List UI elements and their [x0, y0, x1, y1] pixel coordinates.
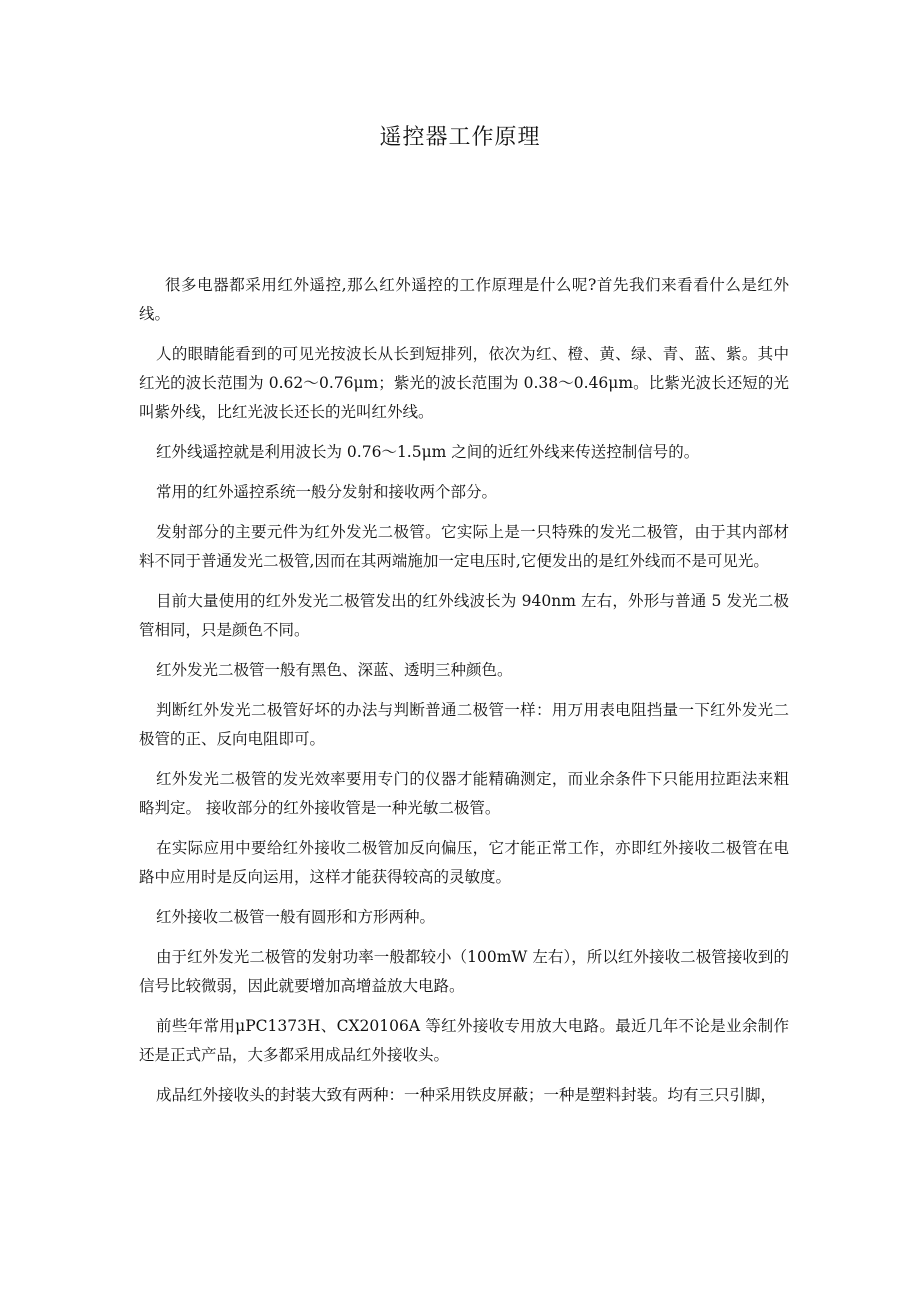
paragraph-led-test: 判断红外发光二极管好坏的办法与判断普通二极管一样：用万用表电阻挡量一下红外发光二极管的正、反向电阻即可。	[139, 701, 789, 748]
paragraph-amplifier: 由于红外发光二极管的发射功率一般都较小（100mW 左右），所以红外接收二极管接收到的信号比较微弱，因此就要增加高增益放大电路。	[139, 948, 789, 995]
paragraph-receiver-packaging: 成品红外接收头的封装大致有两种：一种采用铁皮屏蔽；一种是塑料封装。均有三只引脚，	[156, 1086, 777, 1104]
paragraph-system-parts: 常用的红外遥控系统一般分发射和接收两个部分。	[156, 483, 498, 501]
paragraph-visible-light: 人的眼睛能看到的可见光按波长从长到短排列，依次为红、橙、黄、绿、青、蓝、紫。其中红光的波长范围为 0.62～0.76μm；紫光的波长范围为 0.38～0.46μm。比紫光波长还短的光叫紫外线，比红光波长还长的光叫红外线。	[139, 345, 789, 421]
paragraph-intro: 很多电器都采用红外遥控,那么红外遥控的工作原理是什么呢?首先我们来看看什么是红外线。	[139, 276, 789, 323]
paragraph-led-colors: 红外发光二极管一般有黑色、深蓝、透明三种颜色。	[156, 661, 513, 679]
document-body	[139, 271, 789, 1121]
paragraph-reverse-bias: 在实际应用中要给红外接收二极管加反向偏压，它才能正常工作，亦即红外接收二极管在电路中应用时是反向运用，这样才能获得较高的灵敏度。	[139, 839, 789, 886]
paragraph-wavelength-940nm: 目前大量使用的红外发光二极管发出的红外线波长为 940nm 左右，外形与普通 5 发光二极管相同，只是颜色不同。	[139, 592, 789, 639]
paragraph-receiver-ics: 前些年常用μPC1373H、CX20106A 等红外接收专用放大电路。最近几年不论是业余制作还是正式产品，大多都采用成品红外接收头。	[139, 1017, 789, 1064]
paragraph-efficiency: 红外发光二极管的发光效率要用专门的仪器才能精确测定，而业余条件下只能用拉距法来粗略判定。 接收部分的红外接收管是一种光敏二极管。	[139, 770, 789, 817]
paragraph-ir-remote-definition: 红外线遥控就是利用波长为 0.76～1.5μm 之间的近红外线来传送控制信号的。	[156, 443, 700, 461]
paragraph-receiver-shapes: 红外接收二极管一般有圆形和方形两种。	[156, 908, 436, 926]
paragraph-transmitter: 发射部分的主要元件为红外发光二极管。它实际上是一只特殊的发光二极管，由于其内部材料不同于普通发光二极管,因而在其两端施加一定电压时,它便发出的是红外线而不是可见光。	[139, 523, 789, 570]
document-title: 遥控器工作原理	[379, 125, 541, 150]
